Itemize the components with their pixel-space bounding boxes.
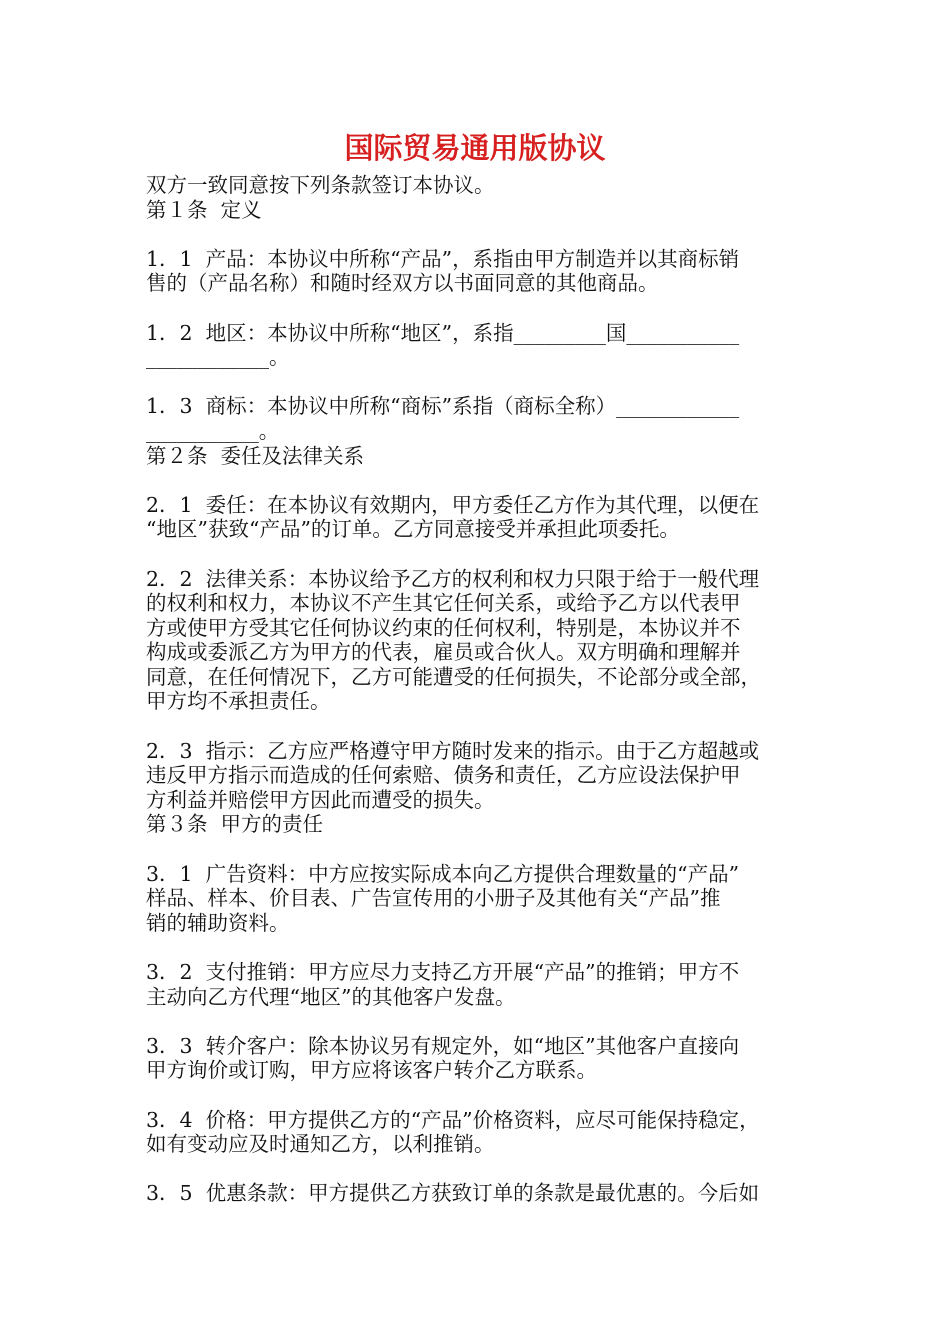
- body-text-line: 主动向乙方代理“地区”的其他客户发盘。: [146, 984, 516, 1009]
- body-text-line: ___________。: [146, 418, 280, 443]
- body-text-line: 1．3 商标：本协议中所称“商标”系指（商标全称）____________: [146, 394, 740, 419]
- body-text-line: 甲方询价或订购，甲方应将该客户转介乙方联系。: [146, 1058, 597, 1083]
- body-text-line: 同意，在任何情况下，乙方可能遭受的任何损失，不论部分或全部，: [146, 664, 761, 689]
- body-text-line: 3．2 支付推销：甲方应尽力支持乙方开展“产品”的推销；甲方不: [146, 960, 740, 984]
- body-text-line: 的权利和权力，本协议不产生其它任何关系，或给予乙方以代表甲: [146, 591, 741, 616]
- body-text-line: 1．2 地区：本协议中所称“地区”，系指_________国___________: [146, 320, 740, 345]
- body-text-line: 构成或委派乙方为甲方的代表，雇员或合伙人。双方明确和理解并: [146, 640, 741, 665]
- body-text-line: 样品、样本、价目表、广告宣传用的小册子及其他有关“产品”推: [146, 886, 721, 911]
- body-text-line: 3．3 转介客户：除本协议另有规定外，如“地区”其他客户直接向: [146, 1033, 740, 1058]
- body-text-line: 方利益并赔偿甲方因此而遭受的损失。: [146, 787, 495, 812]
- body-text-line: 3．1 广告资料：中方应按实际成本向乙方提供合理数量的“产品”: [146, 861, 740, 886]
- document-body: [146, 173, 806, 1206]
- body-text-line: 第１条 定义: [146, 197, 262, 222]
- body-text-line: 3．4 价格：甲方提供乙方的“产品”价格资料，应尽可能保持稳定，: [146, 1107, 760, 1132]
- blank-line: [146, 837, 806, 862]
- body-text-line: 甲方均不承担责任。: [146, 689, 331, 714]
- body-text-line: “地区”获致“产品”的订单。乙方同意接受并承担此项委托。: [146, 517, 680, 542]
- blank-line: [146, 935, 806, 960]
- blank-line: [146, 370, 806, 395]
- body-text-line: 第３条 甲方的责任: [146, 812, 324, 837]
- body-text-line: 1．1 产品：本协议中所称“产品”，系指由甲方制造并以其商标销: [146, 246, 740, 271]
- blank-line: [146, 542, 806, 567]
- body-text-line: 3．5 优惠条款：甲方提供乙方获致订单的条款是最优惠的。今后如: [146, 1181, 760, 1206]
- body-text-line: 2．1 委任：在本协议有效期内，甲方委任乙方作为其代理，以便在: [146, 492, 760, 517]
- blank-line: [146, 296, 806, 321]
- blank-line: [146, 222, 806, 247]
- body-text-line: 销的辅助资料。: [146, 910, 290, 935]
- body-text-line: 双方一致同意按下列条款签订本协议。: [146, 173, 495, 197]
- document-title: 国际贸易通用版协议: [344, 131, 606, 165]
- body-text-line: 违反甲方指示而造成的任何索赔、债务和责任，乙方应设法保护甲: [146, 763, 741, 788]
- blank-line: [146, 714, 806, 739]
- blank-line: [146, 468, 806, 493]
- blank-line: [146, 1009, 806, 1034]
- body-text-line: 第２条 委任及法律关系: [146, 443, 365, 468]
- blank-line: [146, 1083, 806, 1108]
- body-text-line: 如有变动应及时通知乙方，以利推销。: [146, 1132, 495, 1157]
- body-text-line: 售的（产品名称）和随时经双方以书面同意的其他商品。: [146, 271, 659, 296]
- body-text-line: 2．3 指示：乙方应严格遵守甲方随时发来的指示。由于乙方超越或: [146, 738, 760, 763]
- body-text-line: ____________。: [146, 345, 290, 370]
- body-text-line: 2．2 法律关系：本协议给予乙方的权利和权力只限于给于一般代理: [146, 566, 760, 591]
- body-text-line: 方或使甲方受其它任何协议约束的任何权利，特别是，本协议并不: [146, 615, 741, 640]
- blank-line: [146, 1157, 806, 1182]
